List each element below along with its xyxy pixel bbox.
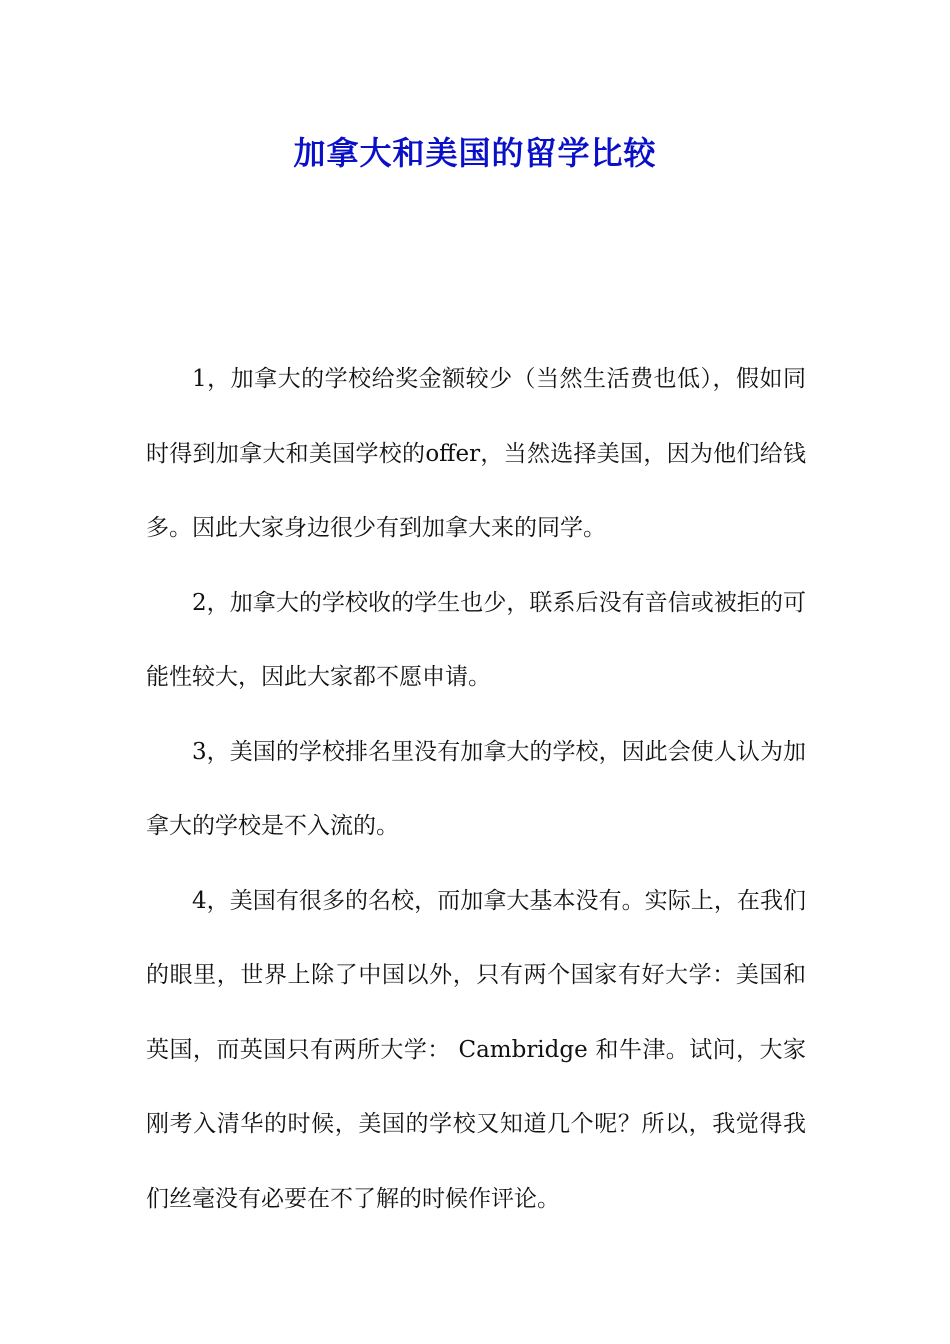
paragraph-4: 4，美国有很多的名校，而加拿大基本没有。实际上，在我们的眼里，世界上除了中国以外，只有两个国家有好大学：美国和英国，而英国只有两所大学： Cambridge 和牛津。试问，大家刚考入清华的时候，美国的学校又知道几个呢？所以，我觉得我们丝毫没有必要在不了解的时候作评论。 (146, 887, 806, 1212)
document-body (146, 342, 806, 1236)
paragraph-3: 3，美国的学校排名里没有加拿大的学校，因此会使人认为加拿大的学校是不入流的。 (146, 738, 806, 839)
paragraph-2: 2，加拿大的学校收的学生也少，联系后没有音信或被拒的可能性较大，因此大家都不愿申请。 (146, 589, 806, 690)
page-title: 加拿大和美国的留学比较 (293, 134, 657, 172)
paragraph-1: 1，加拿大的学校给奖金额较少（当然生活费也低），假如同时得到加拿大和美国学校的offer，当然选择美国，因为他们给钱多。因此大家身边很少有到加拿大来的同学。 (146, 366, 806, 541)
